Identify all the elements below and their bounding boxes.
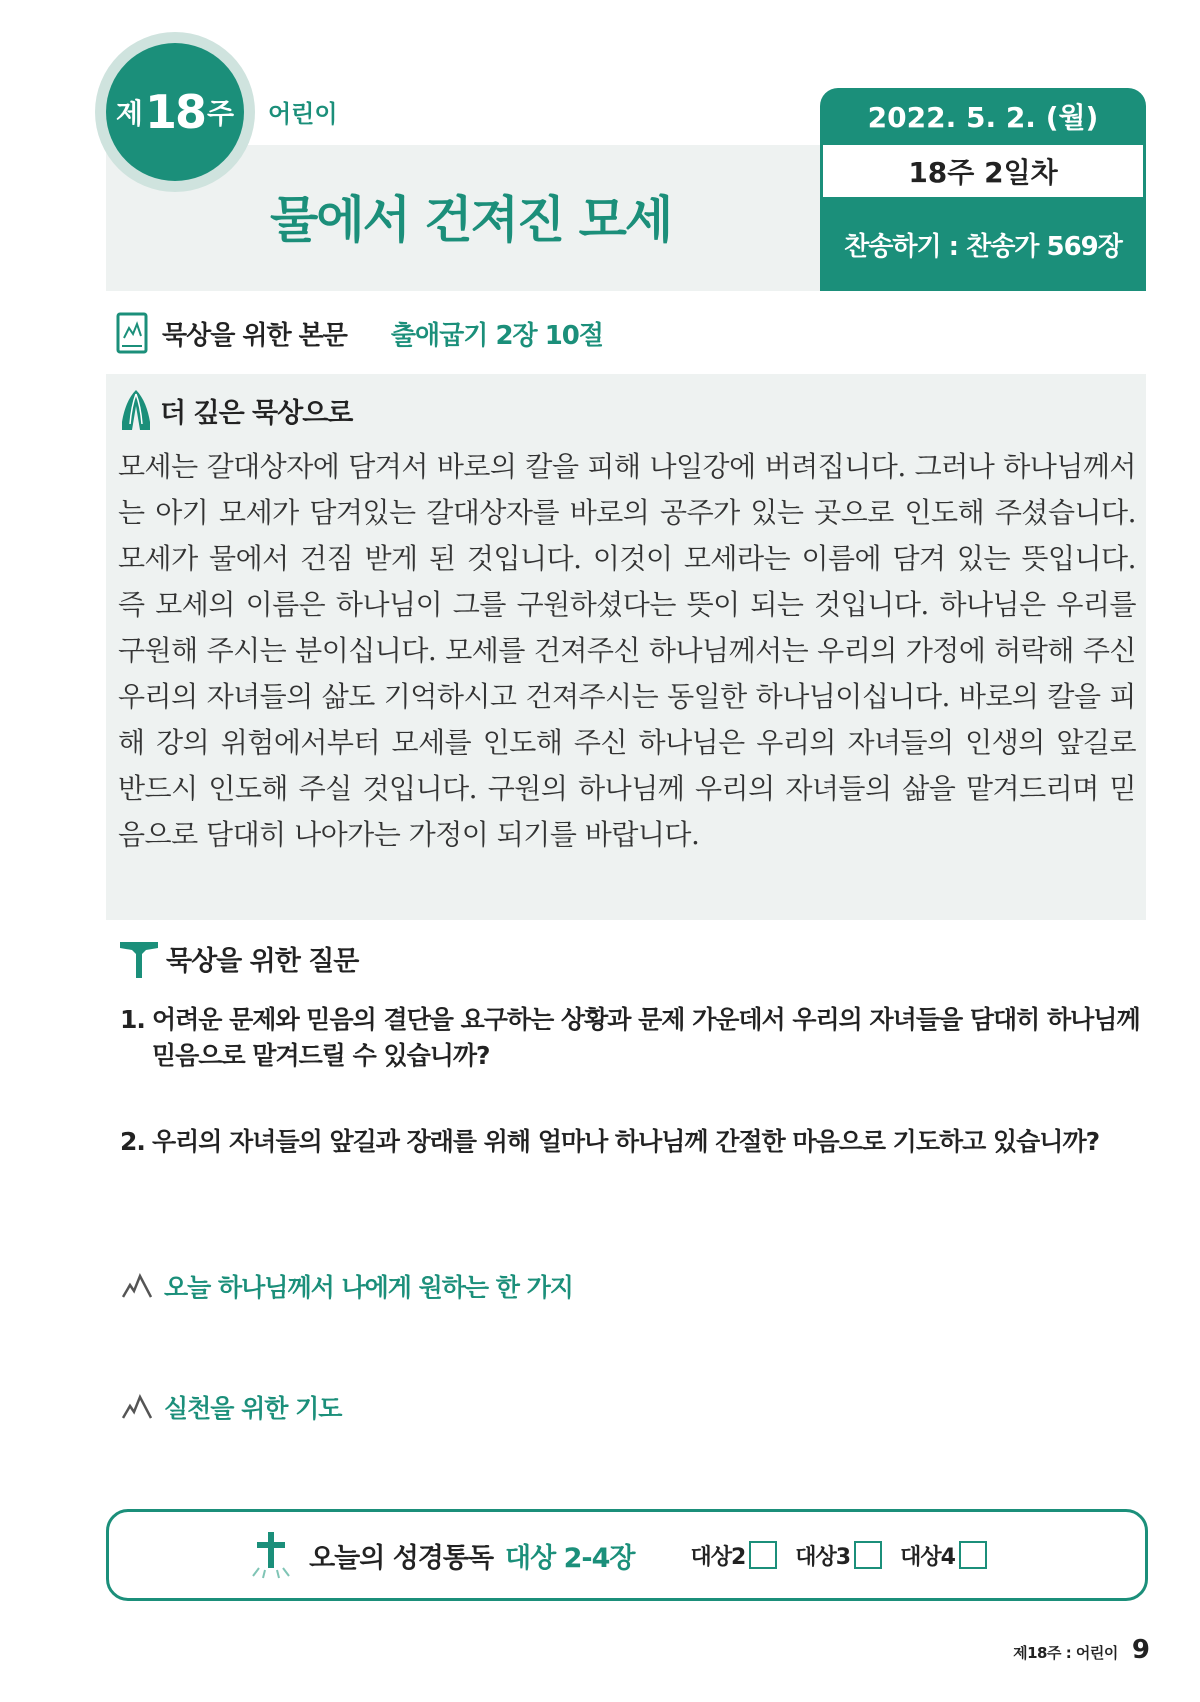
scripture-reference: 출애굽기 2장 10절: [390, 320, 603, 351]
page-title: 물에서 건져진 모세: [270, 191, 672, 249]
meditation-heading: [118, 388, 352, 432]
cross-icon: [249, 1530, 293, 1580]
today-one-thing-label: 오늘 하나님께서 나에게 원하는 한 가지: [164, 1273, 573, 1302]
reading-check-3[interactable]: [900, 1540, 987, 1571]
page-footer: [1013, 1635, 1150, 1665]
question-item: [120, 1002, 1140, 1074]
date-box: [820, 88, 1146, 291]
reading-reference: 대상 2-4장: [505, 1542, 635, 1574]
question-text: 어려운 문제와 믿음의 결단을 요구하는 상황과 문제 가운데서 우리의 자녀들을 담대히 하나님께 믿음으로 맡겨드릴 수 있습니까?: [152, 1005, 1140, 1070]
week-prefix: 제: [115, 97, 143, 130]
question-item: [120, 1124, 1140, 1160]
check-label: 대상3: [795, 1544, 851, 1570]
question-text: 우리의 자녀들의 앞길과 장래를 위해 얼마나 하나님께 간절한 마음으로 기도하고 있습니까?: [152, 1127, 1100, 1156]
audience-label: 어린이: [268, 100, 338, 128]
questions-heading: [118, 936, 358, 980]
check-label: 대상2: [690, 1544, 746, 1570]
reading-check-2[interactable]: [795, 1540, 882, 1571]
book-icon: [116, 312, 148, 354]
date-text: 2022. 5. 2. (월): [867, 101, 1099, 134]
week-badge: [106, 43, 244, 181]
check-label: 대상4: [900, 1544, 955, 1570]
prayer-label: 실천을 위한 기도: [164, 1394, 342, 1423]
checkbox[interactable]: [959, 1541, 987, 1569]
today-one-thing-section: [122, 1268, 573, 1304]
question-number: 1.: [120, 1005, 145, 1034]
week-number: 18: [144, 85, 205, 139]
prayer-section: [122, 1389, 341, 1425]
meditation-heading-label: 더 깊은 묵상으로: [160, 397, 353, 429]
mountain-icon: [122, 1394, 152, 1420]
praying-hands-icon: [118, 388, 154, 432]
scripture-row: [116, 310, 603, 356]
questions-heading-label: 묵상을 위한 질문: [166, 945, 359, 977]
checkbox[interactable]: [854, 1541, 882, 1569]
footer-section: 제18주 : 어린이: [1013, 1644, 1118, 1662]
cross-icon: [118, 936, 160, 980]
scripture-label: 묵상을 위한 본문: [162, 320, 347, 351]
meditation-box: [106, 374, 1146, 920]
mountain-icon: [122, 1273, 152, 1299]
question-number: 2.: [120, 1127, 145, 1156]
day-text: 18주 2일차: [823, 145, 1143, 197]
page-number: 9: [1131, 1635, 1150, 1665]
meditation-body: 모세는 갈대상자에 담겨서 바로의 칼을 피해 나일강에 버려집니다. 그러나 하나님께서는 아기 모세가 담겨있는 갈대상자를 바로의 공주가 있는 곳으로 인도해 주셨습니다. 모세가 물에서 건짐 받게 된 것입니다. 이것이 모세라는 이름에 담겨 있는 뜻입니다. 즉 모세의 이름은 하나님이 그를 구원하셨다는 뜻이 되는 것입니다. 하나님은 우리를 구원해 주시는 분이십니다. 모세를 건져주신 하나님께서는 우리의 가정에 허락해 주신 우리의 자녀들의 삶도 기억하시고 건져주시는 동일한 하나님이십니다. 바로의 칼을 피해 강의 위험에서부터 모세를 인도해 주신 하나님은 우리의 자녀들의 인생의 앞길로 반드시 인도해 주실 것입니다. 구원의 하나님께 우리의 자녀들의 삶을 맡겨드리며 믿음으로 담대히 나아가는 가정이 되기를 바랍니다.: [118, 450, 1136, 851]
reading-check-1[interactable]: [690, 1540, 777, 1571]
bible-reading-box: [106, 1509, 1148, 1601]
hymn-text: 찬송하기 : 찬송가 569장: [844, 232, 1122, 262]
week-suffix: 주: [207, 97, 235, 130]
checkbox[interactable]: [749, 1541, 777, 1569]
reading-label: 오늘의 성경통독: [309, 1542, 494, 1574]
